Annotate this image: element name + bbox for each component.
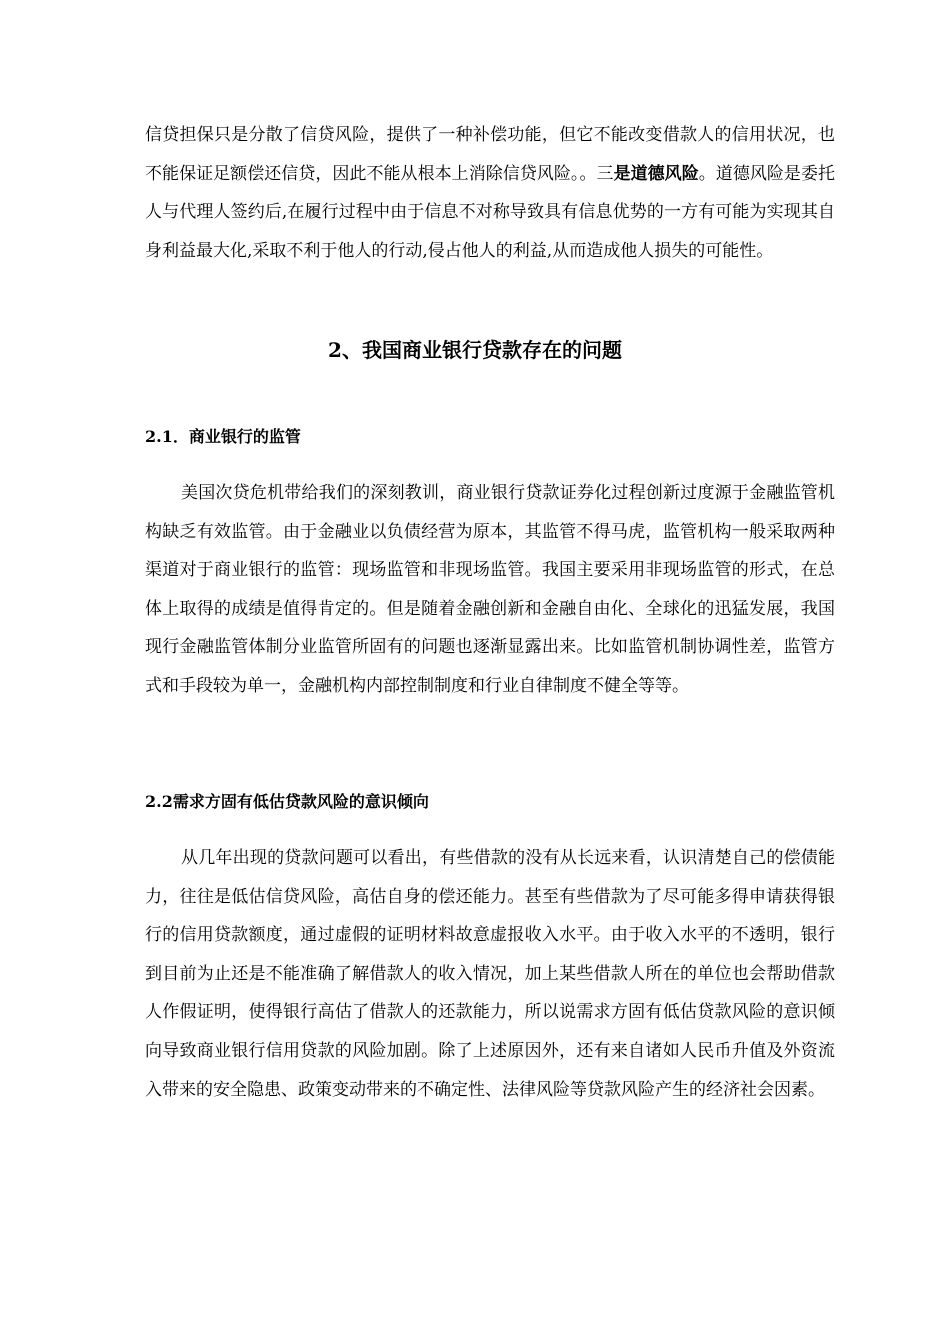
subsection-2-1-body: 美国次贷危机带给我们的深刻教训，商业银行贷款证券化过程创新过度源于金融监管机构缺乏有效监管。由于金融业以负债经营为原本，其监管不得马虎，监管机构一般采取两种渠道对于商业银行的监管：现场监管和非现场监管。我国主要采用非现场监管的形式，在总体上取得的成绩是值得肯定的。但是随着金融创新和金融自由化、全球化的迅猛发展，我国现行金融监管体制分业监管所固有的问题也逐渐显露出来。比如监管机制协调性差，监管方式和手段较为单一，金融机构内部控制制度和行业自律制度不健全等等。	[145, 483, 835, 696]
section-2-heading: 2、我国商业银行贷款存在的问题	[328, 338, 622, 362]
subsection-2-2-heading: 2.2需求方固有低估贷款风险的意识倾向	[145, 792, 429, 811]
intro-text-a: 信贷担保只是分散了信贷风险，提供了一种补偿功能，但它不能改变借款人的信用状况，也不能保证足额偿还信贷，因此不能从根本上消除信贷风险。。三	[145, 125, 835, 184]
intro-paragraph	[145, 116, 835, 270]
subsection-2-1-heading: 2.1．商业银行的监管	[145, 427, 301, 446]
subsection-2-2-body: 从几年出现的贷款问题可以看出，有些借款的没有从长远来看，认识清楚自己的偿债能力，往往是低估信贷风险，高估自身的偿还能力。甚至有些借款为了尽可能多得申请获得银行的信用贷款额度，通过虚假的证明材料故意虚报收入水平。由于收入水平的不透明，银行到目前为止还是不能准确了解借款人的收入情况，加上某些借款人所在的单位也会帮助借款人作假证明，使得银行高估了借款人的还款能力，所以说需求方固有低估贷款风险的意识倾向导致商业银行信用贷款的风险加剧。除了上述原因外，还有来自诸如人民币升值及外资流入带来的安全隐患、政策变动带来的不确定性、法律风险等贷款风险产生的经济社会因素。	[145, 848, 835, 1100]
intro-bold-term: 是道德风险	[613, 163, 699, 184]
intro-text-b: 。道德风险是委托人与代理人签约后,在履行过程中由于信息不对称导致具有信息优势的一方有可能为实现其自身利益最大化,采取不利于他人的行动,侵占他人的利益,从而造成他人损失的可能性。	[145, 163, 836, 261]
